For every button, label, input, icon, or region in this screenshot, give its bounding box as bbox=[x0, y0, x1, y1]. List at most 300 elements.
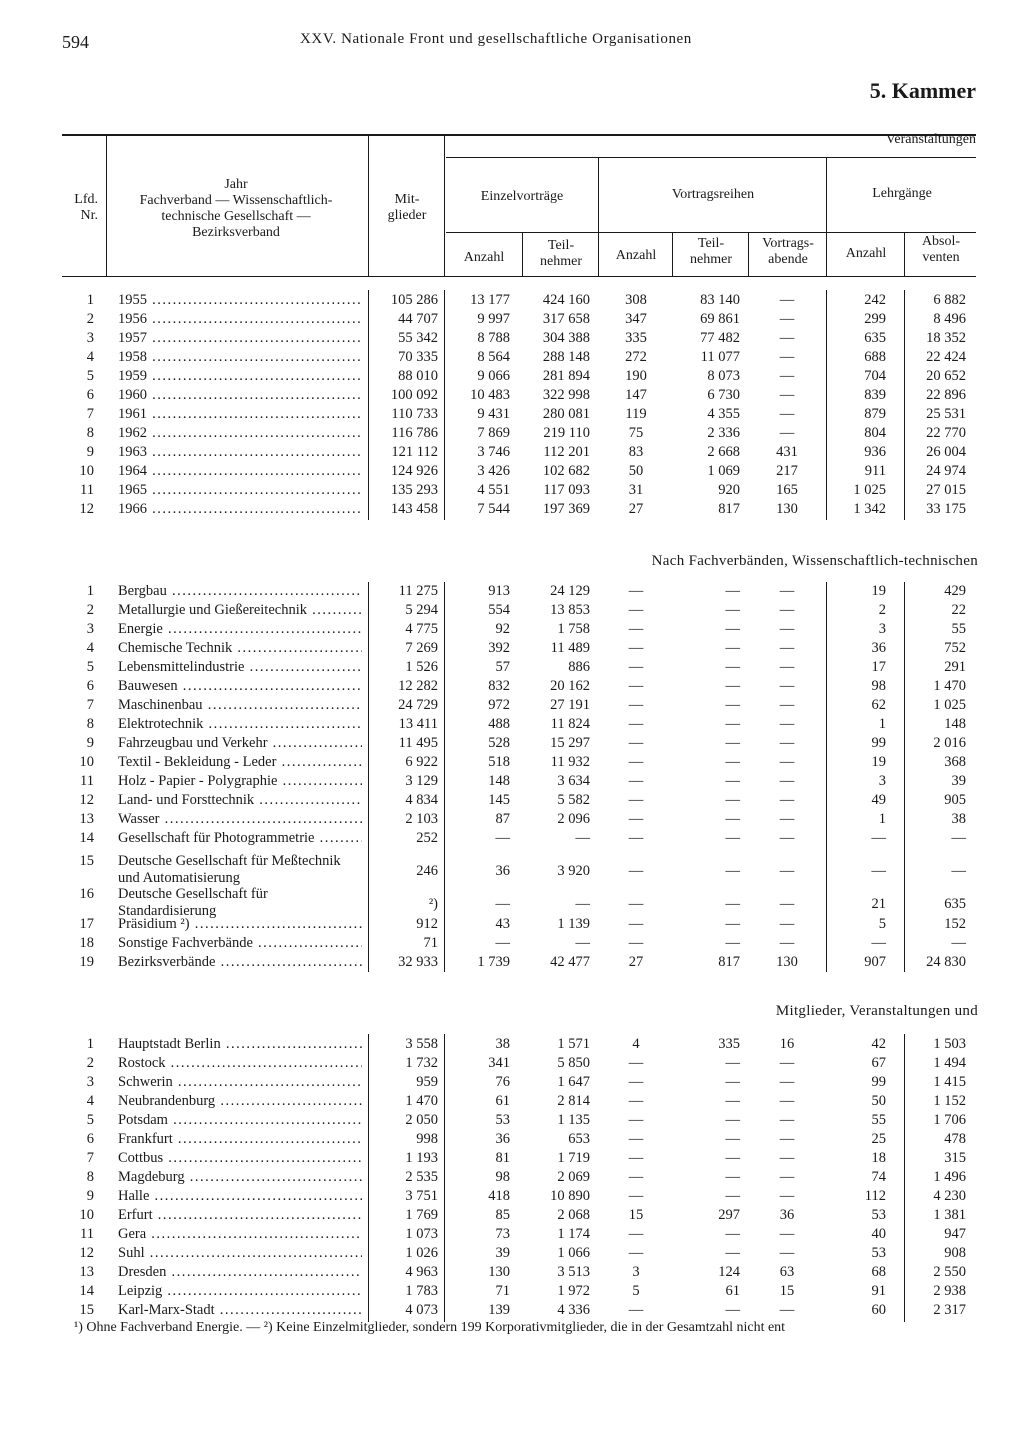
cell-vr-abende: 16 bbox=[779, 1036, 795, 1052]
cell-lg-anzahl: 74 bbox=[871, 1169, 886, 1185]
row-number: 15 bbox=[79, 853, 94, 869]
row-label: Dresden ..... bbox=[118, 1264, 362, 1281]
cell-vr-teilnehmer: — bbox=[725, 792, 740, 808]
cell-vr-anzahl: — bbox=[628, 716, 644, 732]
cell-vr-teilnehmer: 335 bbox=[718, 1036, 740, 1052]
row-number: 18 bbox=[79, 935, 94, 951]
cell-lg-anzahl: 53 bbox=[871, 1245, 886, 1261]
row-number: 5 bbox=[86, 1112, 94, 1128]
cell-ev-anzahl: 139 bbox=[488, 1302, 510, 1318]
cell-lg-anzahl: 25 bbox=[871, 1131, 886, 1147]
cell-vr-anzahl: — bbox=[628, 1093, 644, 1109]
table-row bbox=[0, 1055, 1024, 1075]
cell-ev-teilnehmer: 653 bbox=[568, 1131, 590, 1147]
cell-ev-teilnehmer: 3 634 bbox=[557, 773, 590, 789]
cell-vr-anzahl: — bbox=[628, 1131, 644, 1147]
row-label: Potsdam ..... bbox=[118, 1112, 362, 1129]
row-number: 4 bbox=[86, 349, 94, 365]
table-row bbox=[0, 792, 1024, 812]
cell-ev-teilnehmer: 3 513 bbox=[557, 1264, 590, 1280]
row-number: 3 bbox=[86, 330, 94, 346]
cell-lg-anzahl: 1 025 bbox=[853, 482, 886, 498]
cell-ev-teilnehmer: 1 174 bbox=[557, 1226, 590, 1242]
row-label: Halle ..... bbox=[118, 1188, 362, 1205]
table-row bbox=[0, 501, 1024, 521]
cell-ev-anzahl: 61 bbox=[495, 1093, 510, 1109]
cell-lg-anzahl: 60 bbox=[871, 1302, 886, 1318]
cell-mitglieder: 2 535 bbox=[405, 1169, 438, 1185]
cell-vr-anzahl: — bbox=[628, 1169, 644, 1185]
cell-ev-teilnehmer: 11 489 bbox=[550, 640, 590, 656]
cell-mitglieder: 124 926 bbox=[390, 463, 438, 479]
cell-ev-anzahl: 36 bbox=[495, 863, 510, 879]
cell-lg-anzahl: 99 bbox=[871, 1074, 886, 1090]
cell-lg-anzahl: 907 bbox=[864, 954, 886, 970]
cell-ev-teilnehmer: 42 477 bbox=[550, 954, 590, 970]
header-divider bbox=[106, 136, 107, 276]
cell-mitglieder: 3 751 bbox=[405, 1188, 438, 1204]
cell-ev-anzahl: 4 551 bbox=[477, 482, 510, 498]
cell-lg-absolventen: 1 152 bbox=[933, 1093, 966, 1109]
row-number: 6 bbox=[86, 1131, 94, 1147]
cell-lg-absolventen: 4 230 bbox=[933, 1188, 966, 1204]
row-label: 1966 ..... bbox=[118, 501, 362, 518]
cell-ev-anzahl: 392 bbox=[488, 640, 510, 656]
cell-ev-teilnehmer: 322 998 bbox=[542, 387, 590, 403]
cell-mitglieder: 6 922 bbox=[405, 754, 438, 770]
cell-mitglieder: 116 786 bbox=[391, 425, 438, 441]
cell-lg-absolventen: 291 bbox=[944, 659, 966, 675]
cell-ev-teilnehmer: 424 160 bbox=[542, 292, 590, 308]
header-vr-anzahl: Anzahl bbox=[615, 248, 657, 263]
row-label: Land- und Forsttechnik ..... bbox=[118, 792, 362, 809]
header-divider bbox=[598, 157, 599, 276]
cell-vr-abende: — bbox=[779, 896, 795, 912]
row-number: 3 bbox=[86, 1074, 94, 1090]
row-label: 1958 ..... bbox=[118, 349, 362, 366]
section-title: 5. Kammer bbox=[869, 78, 976, 103]
header-vortragsreihen: Vortragsreihen bbox=[671, 187, 755, 202]
cell-vr-anzahl: — bbox=[628, 1112, 644, 1128]
row-number: 3 bbox=[86, 621, 94, 637]
section-heading-fachverbaende: Nach Fachverbänden, Wissenschaftlich-technischen bbox=[651, 553, 978, 569]
header-bottom-rule bbox=[62, 276, 976, 277]
cell-lg-absolventen: 55 bbox=[951, 621, 966, 637]
cell-vr-abende: — bbox=[779, 621, 795, 637]
row-number: 7 bbox=[86, 1150, 94, 1166]
row-label: 1965 ..... bbox=[118, 482, 362, 499]
cell-vr-teilnehmer: — bbox=[725, 583, 740, 599]
row-number: 14 bbox=[79, 830, 94, 846]
cell-vr-abende: — bbox=[779, 1150, 795, 1166]
cell-vr-teilnehmer: — bbox=[725, 1055, 740, 1071]
row-number: 5 bbox=[86, 368, 94, 384]
cell-vr-teilnehmer: 2 668 bbox=[707, 444, 740, 460]
cell-lg-absolventen: 39 bbox=[951, 773, 966, 789]
cell-vr-anzahl: — bbox=[628, 1302, 644, 1318]
cell-lg-anzahl: 3 bbox=[878, 773, 886, 789]
row-label: 1964 ..... bbox=[118, 463, 362, 480]
cell-lg-absolventen: 2 016 bbox=[933, 735, 966, 751]
cell-lg-anzahl: 49 bbox=[871, 792, 886, 808]
row-number: 19 bbox=[79, 954, 94, 970]
header-ev-anzahl: Anzahl bbox=[463, 250, 505, 265]
row-label: 1960 ..... bbox=[118, 387, 362, 404]
cell-lg-anzahl: 1 bbox=[878, 811, 886, 827]
row-label: 1962 ..... bbox=[118, 425, 362, 442]
header-lg-anzahl: Anzahl bbox=[845, 246, 887, 261]
cell-ev-teilnehmer: — bbox=[575, 830, 590, 846]
row-label: 1957 ..... bbox=[118, 330, 362, 347]
cell-vr-anzahl: 272 bbox=[625, 349, 647, 365]
cell-vr-teilnehmer: — bbox=[725, 754, 740, 770]
cell-vr-abende: 165 bbox=[776, 482, 798, 498]
table-row bbox=[0, 935, 1024, 955]
cell-lg-absolventen: 2 317 bbox=[933, 1302, 966, 1318]
cell-vr-anzahl: — bbox=[628, 863, 644, 879]
row-number: 1 bbox=[86, 292, 94, 308]
cell-vr-abende: — bbox=[779, 583, 795, 599]
cell-vr-teilnehmer: — bbox=[725, 773, 740, 789]
cell-vr-anzahl: — bbox=[628, 896, 644, 912]
cell-lg-anzahl: 55 bbox=[871, 1112, 886, 1128]
footnote: ¹) Ohne Fachverband Energie. — ²) Keine Einzelmitglieder, sondern 199 Korporativmitglieder, die in der Gesamtzahl nicht ent bbox=[74, 1320, 786, 1335]
row-number: 15 bbox=[79, 1302, 94, 1318]
cell-lg-anzahl: 17 bbox=[871, 659, 886, 675]
row-number: 10 bbox=[79, 754, 94, 770]
cell-vr-teilnehmer: 2 336 bbox=[707, 425, 740, 441]
row-label: Elektrotechnik ..... bbox=[118, 716, 362, 733]
cell-vr-teilnehmer: — bbox=[725, 1131, 740, 1147]
row-number: 13 bbox=[79, 811, 94, 827]
cell-vr-anzahl: — bbox=[628, 811, 644, 827]
row-label: Frankfurt ..... bbox=[118, 1131, 362, 1148]
cell-mitglieder: 88 010 bbox=[398, 368, 438, 384]
cell-lg-absolventen: 33 175 bbox=[926, 501, 966, 517]
cell-mitglieder: 70 335 bbox=[398, 349, 438, 365]
table-row bbox=[0, 292, 1024, 312]
cell-lg-anzahl: 42 bbox=[871, 1036, 886, 1052]
cell-lg-anzahl: 99 bbox=[871, 735, 886, 751]
cell-mitglieder: 1 193 bbox=[405, 1150, 438, 1166]
cell-ev-anzahl: 832 bbox=[488, 678, 510, 694]
cell-lg-anzahl: 879 bbox=[864, 406, 886, 422]
row-number: 6 bbox=[86, 678, 94, 694]
cell-vr-abende: — bbox=[779, 1169, 795, 1185]
cell-vr-teilnehmer: — bbox=[725, 697, 740, 713]
cell-lg-anzahl: 635 bbox=[864, 330, 886, 346]
row-label: Schwerin ..... bbox=[118, 1074, 362, 1091]
row-number: 12 bbox=[79, 501, 94, 517]
cell-vr-abende: — bbox=[779, 1188, 795, 1204]
cell-mitglieder: 7 269 bbox=[405, 640, 438, 656]
cell-ev-teilnehmer: 219 110 bbox=[543, 425, 590, 441]
cell-vr-abende: — bbox=[779, 773, 795, 789]
cell-vr-anzahl: — bbox=[628, 697, 644, 713]
cell-lg-anzahl: 91 bbox=[871, 1283, 886, 1299]
cell-ev-anzahl: — bbox=[495, 896, 510, 912]
cell-vr-abende: — bbox=[779, 1112, 795, 1128]
cell-vr-abende: — bbox=[779, 330, 795, 346]
cell-ev-teilnehmer: 1 758 bbox=[557, 621, 590, 637]
cell-vr-teilnehmer: 61 bbox=[725, 1283, 740, 1299]
cell-vr-anzahl: — bbox=[628, 1188, 644, 1204]
header-ev-teilnehmer: Teil- nehmer bbox=[540, 238, 582, 269]
cell-mitglieder: 2 103 bbox=[405, 811, 438, 827]
header-divider bbox=[368, 136, 369, 276]
cell-mitglieder: 252 bbox=[416, 830, 438, 846]
cell-vr-abende: 431 bbox=[776, 444, 798, 460]
cell-vr-anzahl: 335 bbox=[625, 330, 647, 346]
cell-vr-teilnehmer: 11 077 bbox=[700, 349, 740, 365]
cell-mitglieder: 5 294 bbox=[405, 602, 438, 618]
row-number: 9 bbox=[86, 444, 94, 460]
cell-lg-anzahl: 3 bbox=[878, 621, 886, 637]
cell-vr-anzahl: 5 bbox=[632, 1283, 640, 1299]
cell-ev-anzahl: 92 bbox=[495, 621, 510, 637]
cell-ev-teilnehmer: 288 148 bbox=[542, 349, 590, 365]
cell-vr-anzahl: — bbox=[628, 1226, 644, 1242]
cell-vr-abende: — bbox=[779, 387, 795, 403]
row-label: Energie ..... bbox=[118, 621, 362, 638]
cell-vr-teilnehmer: — bbox=[725, 640, 740, 656]
cell-lg-absolventen: 1 470 bbox=[933, 678, 966, 694]
cell-mitglieder: 959 bbox=[416, 1074, 438, 1090]
cell-vr-anzahl: — bbox=[628, 678, 644, 694]
cell-ev-anzahl: 3 426 bbox=[477, 463, 510, 479]
row-label: Neubrandenburg ..... bbox=[118, 1093, 362, 1110]
row-number: 4 bbox=[86, 1093, 94, 1109]
row-label: Metallurgie und Gießereitechnik ..... bbox=[118, 602, 362, 619]
cell-ev-teilnehmer: 197 369 bbox=[542, 501, 590, 517]
table-row bbox=[0, 444, 1024, 464]
cell-mitglieder: 13 411 bbox=[398, 716, 438, 732]
cell-lg-absolventen: 2 550 bbox=[933, 1264, 966, 1280]
cell-lg-anzahl: 804 bbox=[864, 425, 886, 441]
row-number: 17 bbox=[79, 916, 94, 932]
row-label: 1956 ..... bbox=[118, 311, 362, 328]
cell-ev-teilnehmer: 2 814 bbox=[557, 1093, 590, 1109]
cell-ev-anzahl: 528 bbox=[488, 735, 510, 751]
rule-veranstaltungen bbox=[446, 157, 976, 158]
header-divider bbox=[522, 232, 523, 276]
cell-mitglieder: 1 073 bbox=[405, 1226, 438, 1242]
header-veranstaltungen: Veranstaltungen bbox=[885, 132, 976, 147]
cell-lg-absolventen: 752 bbox=[944, 640, 966, 656]
cell-lg-anzahl: 299 bbox=[864, 311, 886, 327]
cell-vr-abende: — bbox=[779, 602, 795, 618]
row-number: 12 bbox=[79, 1245, 94, 1261]
cell-vr-abende: — bbox=[779, 406, 795, 422]
cell-ev-anzahl: 7 869 bbox=[477, 425, 510, 441]
cell-ev-teilnehmer: 1 139 bbox=[557, 916, 590, 932]
cell-lg-absolventen: — bbox=[951, 935, 966, 951]
section-heading-bezirke: Mitglieder, Veranstaltungen und bbox=[775, 1003, 978, 1019]
table-row bbox=[0, 583, 1024, 603]
row-label: Suhl ..... bbox=[118, 1245, 362, 1262]
top-rule bbox=[62, 134, 976, 136]
row-number: 11 bbox=[80, 773, 94, 789]
row-label: Cottbus ..... bbox=[118, 1150, 362, 1167]
header-lfd-nr: Lfd. Nr. bbox=[74, 192, 98, 223]
cell-lg-absolventen: 1 503 bbox=[933, 1036, 966, 1052]
row-number: 8 bbox=[86, 425, 94, 441]
header-lehrgaenge: Lehrgänge bbox=[872, 186, 932, 201]
cell-ev-teilnehmer: 886 bbox=[568, 659, 590, 675]
row-label: 1963 ..... bbox=[118, 444, 362, 461]
cell-vr-anzahl: — bbox=[628, 602, 644, 618]
table-row bbox=[0, 830, 1024, 850]
table-row bbox=[0, 621, 1024, 641]
cell-vr-anzahl: — bbox=[628, 935, 644, 951]
page-number: 594 bbox=[62, 32, 89, 52]
cell-lg-anzahl: 67 bbox=[871, 1055, 886, 1071]
table-row bbox=[0, 1264, 1024, 1284]
row-label: Deutsche Gesellschaft für Standardisierung bbox=[118, 886, 268, 919]
row-number: 2 bbox=[86, 602, 94, 618]
cell-lg-absolventen: 24 974 bbox=[926, 463, 966, 479]
cell-vr-teilnehmer: — bbox=[725, 916, 740, 932]
cell-vr-teilnehmer: 8 073 bbox=[707, 368, 740, 384]
cell-vr-abende: — bbox=[779, 678, 795, 694]
cell-lg-absolventen: 1 706 bbox=[933, 1112, 966, 1128]
cell-vr-anzahl: 190 bbox=[625, 368, 647, 384]
table-row bbox=[0, 773, 1024, 793]
cell-ev-teilnehmer: 281 894 bbox=[542, 368, 590, 384]
cell-ev-teilnehmer: 1 647 bbox=[557, 1074, 590, 1090]
row-label: Wasser ..... bbox=[118, 811, 362, 828]
row-number: 2 bbox=[86, 311, 94, 327]
row-number: 8 bbox=[86, 716, 94, 732]
cell-vr-abende: — bbox=[779, 754, 795, 770]
cell-lg-absolventen: 478 bbox=[944, 1131, 966, 1147]
cell-mitglieder: ²) bbox=[428, 896, 438, 912]
cell-vr-teilnehmer: — bbox=[725, 1188, 740, 1204]
cell-ev-anzahl: 972 bbox=[488, 697, 510, 713]
cell-lg-absolventen: 22 896 bbox=[926, 387, 966, 403]
cell-ev-teilnehmer: 20 162 bbox=[550, 678, 590, 694]
cell-vr-teilnehmer: — bbox=[725, 896, 740, 912]
cell-lg-anzahl: — bbox=[871, 935, 886, 951]
cell-ev-anzahl: 9 997 bbox=[477, 311, 510, 327]
cell-mitglieder: 12 282 bbox=[398, 678, 438, 694]
cell-ev-teilnehmer: 5 850 bbox=[557, 1055, 590, 1071]
cell-mitglieder: 11 495 bbox=[398, 735, 438, 751]
cell-ev-anzahl: 913 bbox=[488, 583, 510, 599]
cell-mitglieder: 100 092 bbox=[390, 387, 438, 403]
row-number: 9 bbox=[86, 735, 94, 751]
cell-mitglieder: 912 bbox=[416, 916, 438, 932]
row-label: Bezirksverbände ..... bbox=[118, 954, 362, 971]
cell-vr-anzahl: — bbox=[628, 583, 644, 599]
cell-lg-absolventen: — bbox=[951, 863, 966, 879]
cell-lg-absolventen: 1 415 bbox=[933, 1074, 966, 1090]
cell-ev-anzahl: 488 bbox=[488, 716, 510, 732]
cell-lg-absolventen: 1 381 bbox=[933, 1207, 966, 1223]
cell-ev-anzahl: 1 739 bbox=[477, 954, 510, 970]
cell-vr-teilnehmer: — bbox=[725, 735, 740, 751]
cell-lg-anzahl: 5 bbox=[878, 916, 886, 932]
cell-lg-absolventen: 20 652 bbox=[926, 368, 966, 384]
cell-ev-anzahl: 85 bbox=[495, 1207, 510, 1223]
row-label: Gesellschaft für Photogrammetrie ..... bbox=[118, 830, 362, 847]
cell-mitglieder: 246 bbox=[416, 863, 438, 879]
cell-vr-abende: — bbox=[779, 1226, 795, 1242]
cell-vr-anzahl: — bbox=[628, 621, 644, 637]
cell-vr-teilnehmer: — bbox=[725, 863, 740, 879]
cell-mitglieder: 71 bbox=[423, 935, 438, 951]
cell-vr-anzahl: — bbox=[628, 754, 644, 770]
cell-mitglieder: 44 707 bbox=[398, 311, 438, 327]
cell-ev-teilnehmer: 1 972 bbox=[557, 1283, 590, 1299]
cell-mitglieder: 121 112 bbox=[391, 444, 438, 460]
cell-lg-absolventen: 24 830 bbox=[926, 954, 966, 970]
cell-vr-abende: — bbox=[779, 640, 795, 656]
table-row bbox=[0, 678, 1024, 698]
cell-lg-absolventen: — bbox=[951, 830, 966, 846]
row-label: Rostock ..... bbox=[118, 1055, 362, 1072]
cell-vr-teilnehmer: — bbox=[725, 1074, 740, 1090]
table-row bbox=[0, 1188, 1024, 1208]
cell-ev-teilnehmer: 304 388 bbox=[542, 330, 590, 346]
cell-mitglieder: 4 073 bbox=[405, 1302, 438, 1318]
cell-ev-anzahl: 3 746 bbox=[477, 444, 510, 460]
cell-vr-anzahl: — bbox=[628, 1150, 644, 1166]
row-number: 7 bbox=[86, 406, 94, 422]
table-row bbox=[0, 954, 1024, 974]
cell-vr-teilnehmer: 297 bbox=[718, 1207, 740, 1223]
cell-lg-anzahl: 1 342 bbox=[853, 501, 886, 517]
row-label: Präsidium ²) ..... bbox=[118, 916, 362, 933]
table-row bbox=[0, 406, 1024, 426]
cell-vr-abende: — bbox=[779, 1131, 795, 1147]
cell-ev-teilnehmer: 5 582 bbox=[557, 792, 590, 808]
cell-lg-absolventen: 6 882 bbox=[933, 292, 966, 308]
cell-ev-anzahl: 87 bbox=[495, 811, 510, 827]
cell-lg-absolventen: 368 bbox=[944, 754, 966, 770]
header-divider bbox=[444, 136, 445, 276]
row-label: Holz - Papier - Polygraphie ..... bbox=[118, 773, 362, 790]
cell-vr-abende: — bbox=[779, 425, 795, 441]
row-number: 11 bbox=[80, 482, 94, 498]
table-row bbox=[0, 368, 1024, 388]
cell-ev-anzahl: 418 bbox=[488, 1188, 510, 1204]
table-row bbox=[0, 811, 1024, 831]
header-divider bbox=[748, 232, 749, 276]
cell-vr-abende: — bbox=[779, 1055, 795, 1071]
table-row bbox=[0, 1074, 1024, 1094]
cell-vr-abende: — bbox=[779, 368, 795, 384]
cell-ev-anzahl: 39 bbox=[495, 1245, 510, 1261]
row-number: 10 bbox=[79, 463, 94, 479]
cell-vr-teilnehmer: 124 bbox=[718, 1264, 740, 1280]
cell-mitglieder: 105 286 bbox=[390, 292, 438, 308]
cell-mitglieder: 1 526 bbox=[405, 659, 438, 675]
row-number: 6 bbox=[86, 387, 94, 403]
cell-ev-anzahl: 7 544 bbox=[477, 501, 510, 517]
cell-vr-anzahl: 4 bbox=[632, 1036, 640, 1052]
header-divider bbox=[672, 232, 673, 276]
cell-vr-teilnehmer: — bbox=[725, 830, 740, 846]
cell-ev-anzahl: 518 bbox=[488, 754, 510, 770]
cell-vr-anzahl: 31 bbox=[628, 482, 644, 498]
cell-vr-abende: 36 bbox=[779, 1207, 795, 1223]
cell-ev-anzahl: 554 bbox=[488, 602, 510, 618]
rule-subgroups bbox=[446, 232, 976, 233]
cell-vr-abende: — bbox=[779, 292, 795, 308]
cell-vr-abende: — bbox=[779, 916, 795, 932]
cell-lg-anzahl: 53 bbox=[871, 1207, 886, 1223]
